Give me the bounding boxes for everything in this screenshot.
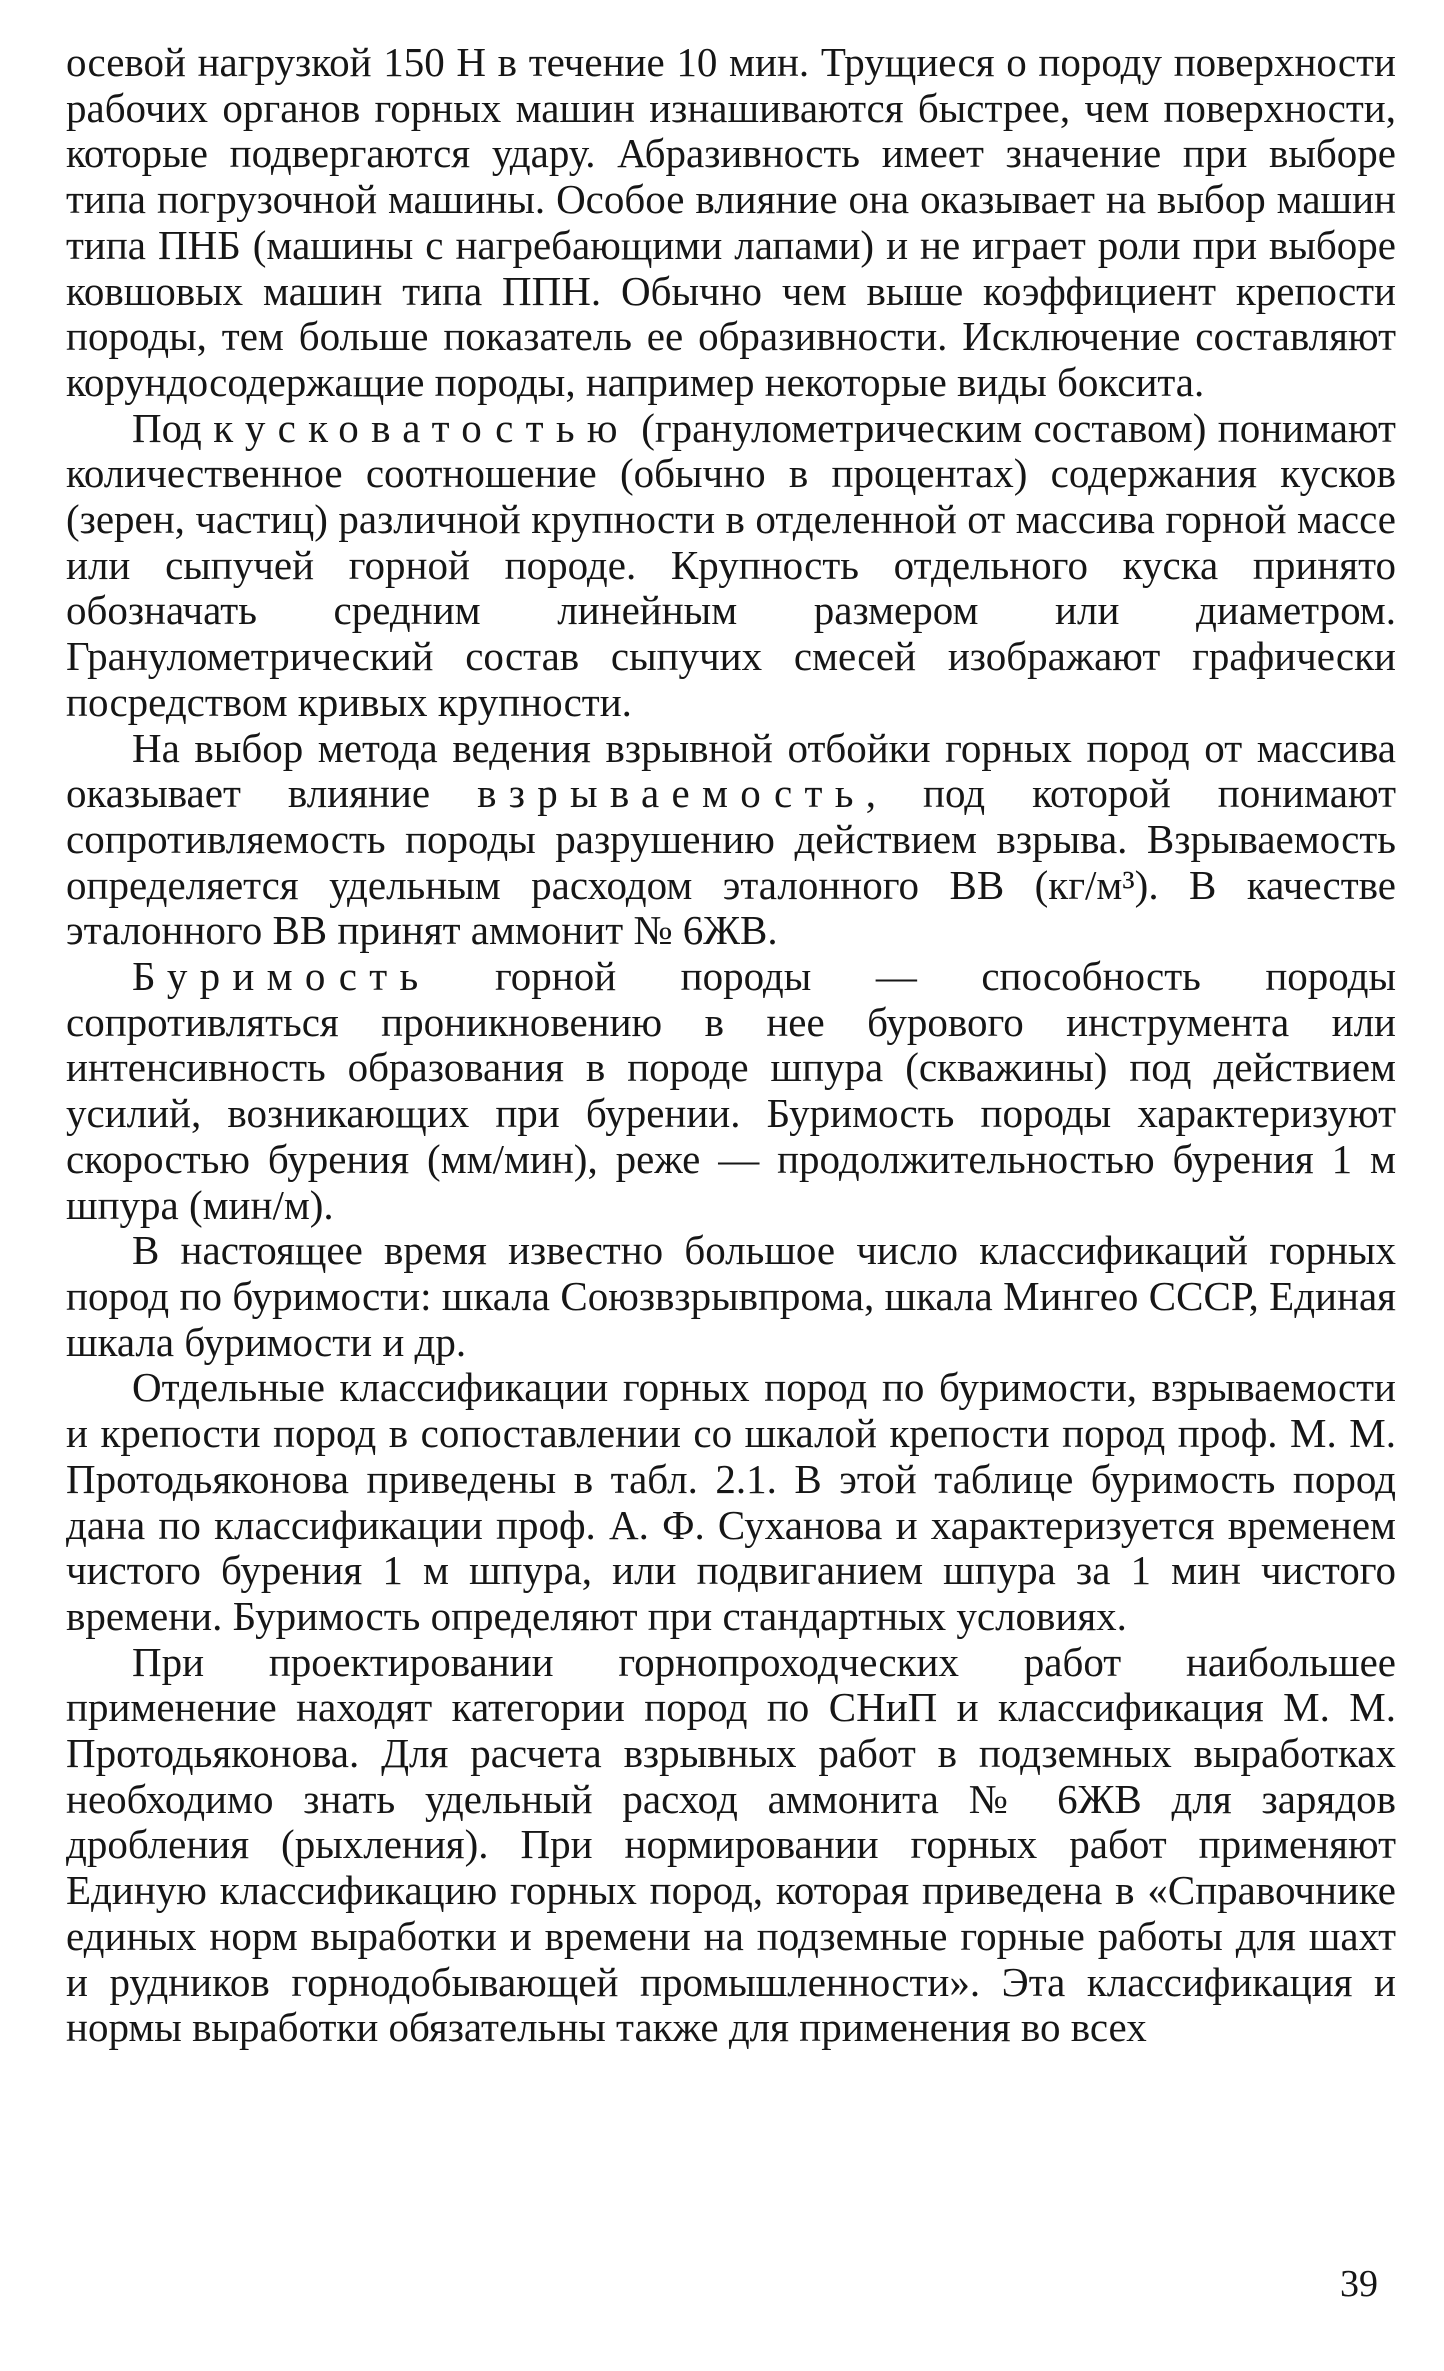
page-number: 39 <box>1340 2263 1378 2305</box>
paragraph-4 <box>66 954 1396 1228</box>
paragraph-1-text: осевой нагрузкой 150 Н в течение 10 мин. Трущиеся о породу поверхности рабочих органов горных машин изнашиваются быстрее, чем поверхности, которые подвергаются удару. Абразивность имеет значение при выборе типа погрузочной машины. Особое влияние она оказывает на выбор машин типа ПНБ (машины с нагребающими лапами) и не играет роли при выборе ковшовых машин типа ППН. Обычно чем выше коэффициент крепости породы, тем больше показатель ее образивности. Исключение составляют корундосодержащие породы, например некоторые виды боксита. <box>66 39 1396 405</box>
paragraph-2-text-rest: (гранулометрическим составом) понимают количественное соотношение (обычно в процентах) содержания кусков (зерен, частиц) различной крупности в отделенной от массива горной массе или сыпучей горной породе. Крупность отдельного куска принято обозначать средним линейным размером или диаметром. Гранулометрический состав сыпучих смесей изображают графически посредством кривых крупности. <box>66 404 1396 725</box>
paragraph-7-text: При проектировании горнопроходческих работ наибольшее применение находят категории пород по СНиП и классификация М. М. Протодьяконова. Для расчета взрывных работ в подземных выработках необходимо знать удельный расход аммонита № 6ЖВ для зарядов дробления (рыхления). При нормировании горных работ применяют Единую классификацию горных пород, которая приведена в «Справочнике единых норм выработки и времени на подземные горные работы для шахт и рудников горнодобывающей промышленности». Эта классификация и нормы выработки обязательны также для применения во всех <box>66 1638 1396 2051</box>
paragraph-3 <box>66 726 1396 955</box>
paragraph-2 <box>66 406 1396 726</box>
paragraph-5-text: В настоящее время известно большое число классификаций горных пород по буримости: шкала Союзвзрывпрома, шкала Мингео СССР, Единая шкала буримости и др. <box>66 1227 1396 1365</box>
term-burimost: Буримость <box>132 953 431 1000</box>
paragraph-5 <box>66 1228 1396 1365</box>
paragraph-1 <box>66 40 1396 406</box>
paragraph-2-text-start: Под <box>132 404 214 451</box>
paragraph-6 <box>66 1365 1396 1639</box>
term-vzryvaemost: взрываемость <box>477 770 866 817</box>
paragraph-7 <box>66 1640 1396 2051</box>
term-kuskovatost: кусковатостью <box>213 404 630 451</box>
page-body <box>66 40 1396 2051</box>
paragraph-6-text: Отдельные классификации горных пород по буримости, взрываемости и крепости пород в сопоставлении со шкалой крепости пород проф. М. М. Протодьяконова приведены в табл. 2.1. В этой таблице буримость пород дана по классификации проф. А. Ф. Суханова и характеризуется временем чистого бурения 1 м шпура, или подвиганием шпура за 1 мин чистого времени. Буримость определяют при стандартных условиях. <box>66 1364 1396 1639</box>
paragraph-3-text-rest: , под которой понимают сопротивляемость породы разрушению действием взрыва. Взрываемость определяется удельным расходом эталонного ВВ (кг/м³). В качестве эталонного ВВ принят аммонит № 6ЖВ. <box>66 770 1396 954</box>
paragraph-3-text-start: На выбор метода ведения взрывной отбойки горных пород от массива оказывает влияние <box>66 724 1396 817</box>
paragraph-4-text-rest: горной породы — способность породы сопротивляться проникновению в нее бурового инструмента или интенсивность образования в породе шпура (скважины) под действием усилий, возникающих при бурении. Буримость породы характеризуют скоростью бурения (мм/мин), реже — продолжительностью бурения 1 м шпура (мин/м). <box>66 953 1396 1228</box>
